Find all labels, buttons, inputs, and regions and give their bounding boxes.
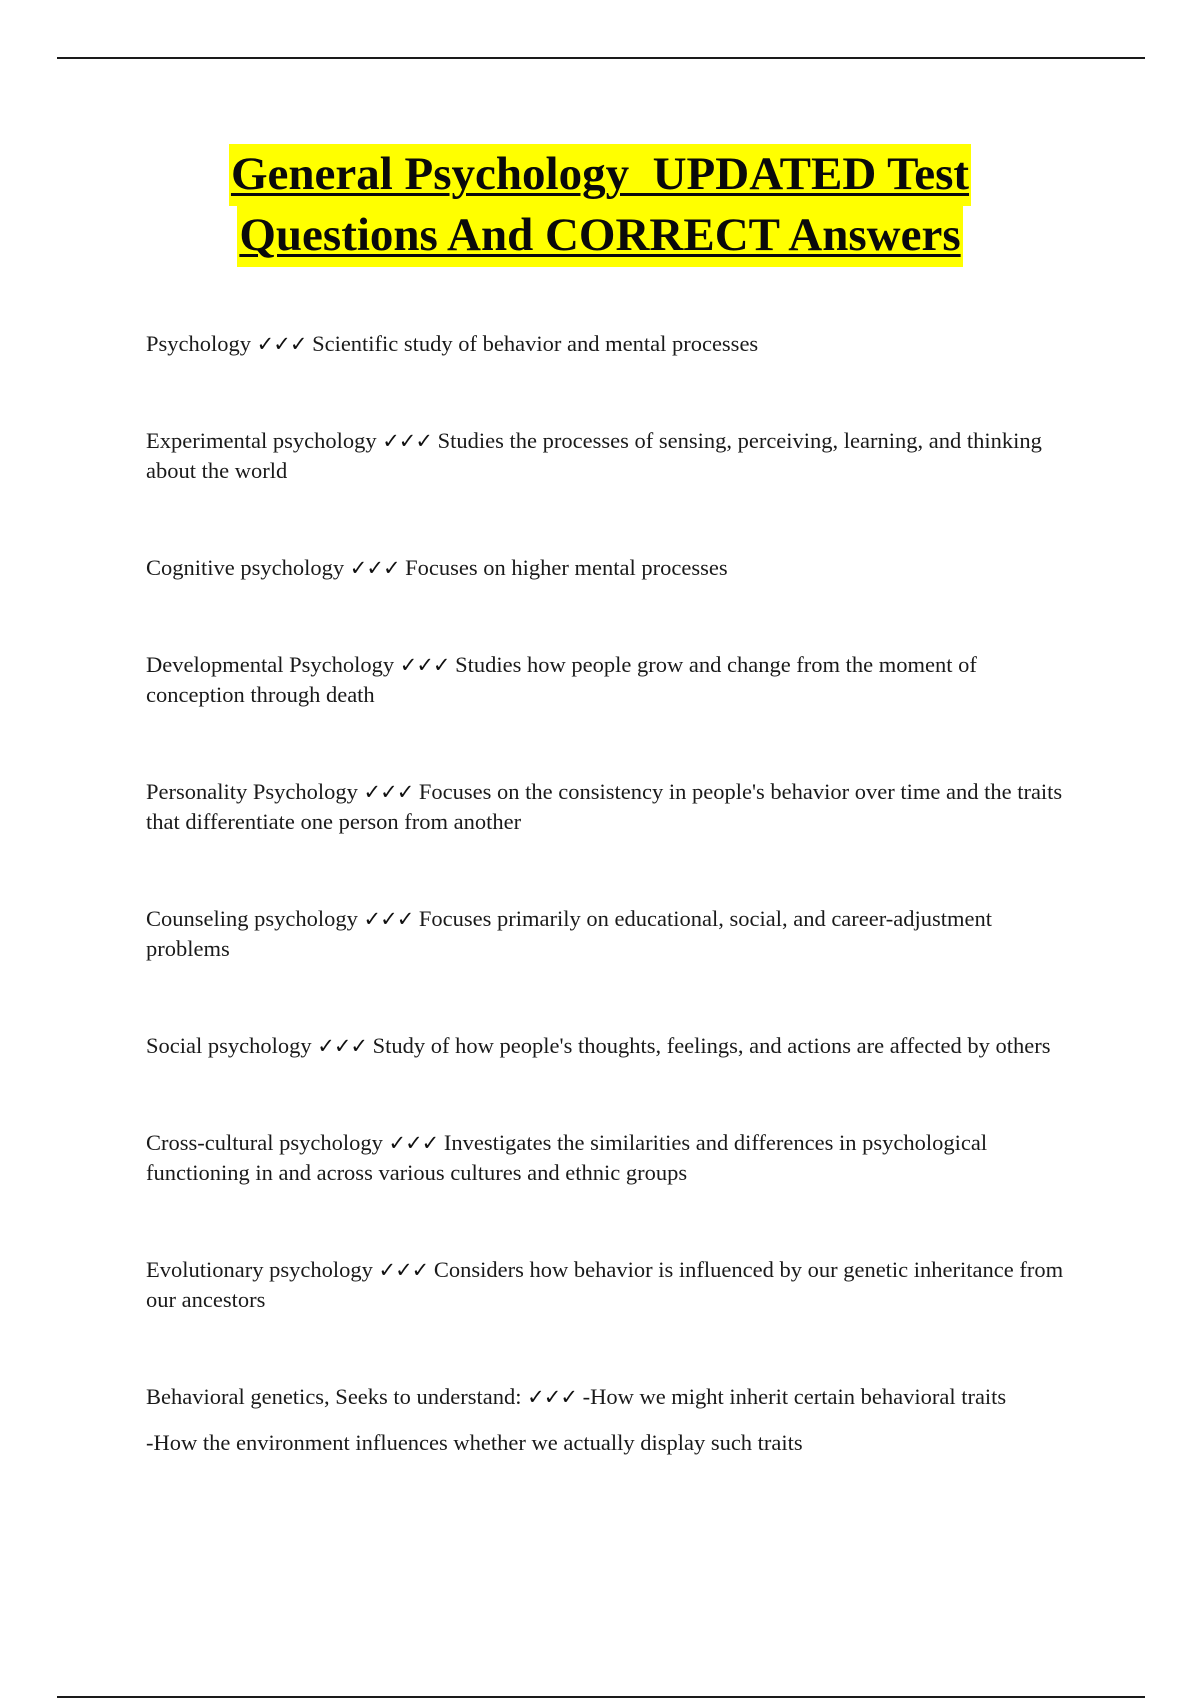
checkmark-icon: ✓✓✓	[378, 1258, 429, 1282]
qa-entry	[146, 1128, 1066, 1188]
entry-definition: Focuses on the consistency in people's behavior over time and the traits that differentiate one person from another	[146, 779, 1063, 834]
checkmark-icon: ✓✓✓	[317, 1034, 368, 1058]
checkmark-icon: ✓✓✓	[382, 429, 432, 453]
title-line-1: General Psychology UPDATED Test	[229, 144, 971, 206]
entry-term: Cognitive psychology	[146, 555, 345, 580]
document-title	[0, 144, 1200, 266]
entry-term: Psychology	[146, 331, 252, 356]
qa-entry	[146, 426, 1066, 486]
checkmark-icon: ✓✓✓	[363, 780, 414, 804]
qa-entry	[146, 553, 1066, 583]
checkmark-icon: ✓✓✓	[527, 1385, 577, 1409]
qa-entry	[146, 777, 1066, 837]
entry-term: Counseling psychology	[146, 906, 358, 931]
qa-entry	[146, 329, 1066, 359]
qa-entry	[146, 1382, 1066, 1412]
qa-entry	[146, 904, 1066, 964]
qa-list	[146, 329, 1066, 1481]
checkmark-icon: ✓✓✓	[349, 556, 400, 580]
entry-term: Social psychology	[146, 1033, 312, 1058]
entry-definition: Studies how people grow and change from the moment of conception through death	[146, 652, 977, 707]
entry-term: Developmental Psychology	[146, 652, 395, 677]
entry-term: Behavioral genetics, Seeks to understand:	[146, 1384, 522, 1409]
checkmark-icon: ✓✓✓	[388, 1131, 439, 1155]
entry-term: Cross-cultural psychology	[146, 1130, 383, 1155]
entry-term: Evolutionary psychology	[146, 1257, 373, 1282]
entry-definition: Considers how behavior is influenced by our genetic inheritance from our ancestors	[146, 1257, 1064, 1312]
entry-definition: Investigates the similarities and differences in psychological functioning in and across various cultures and ethnic groups	[146, 1130, 988, 1185]
entry-definition-continued: -How the environment influences whether we actually display such traits	[146, 1430, 803, 1455]
qa-entry	[146, 1031, 1066, 1061]
qa-entry	[146, 650, 1066, 710]
entry-definition: Study of how people's thoughts, feelings, and actions are affected by others	[372, 1033, 1051, 1058]
bottom-rule	[57, 1696, 1145, 1698]
qa-entry	[146, 1255, 1066, 1315]
entry-definition: Focuses on higher mental processes	[405, 555, 728, 580]
checkmark-icon: ✓✓✓	[399, 653, 450, 677]
checkmark-icon: ✓✓✓	[363, 907, 414, 931]
entry-definition: Studies the processes of sensing, perceiving, learning, and thinking about the world	[146, 428, 1042, 483]
entry-definition: -How we might inherit certain behavioral traits	[582, 1384, 1007, 1409]
entry-definition: Focuses primarily on educational, social, and career-adjustment problems	[146, 906, 993, 961]
title-line-2: Questions And CORRECT Answers	[237, 205, 962, 267]
entry-definition: Scientific study of behavior and mental processes	[312, 331, 759, 356]
top-rule	[57, 57, 1145, 59]
entry-term: Experimental psychology	[146, 428, 377, 453]
checkmark-icon: ✓✓✓	[256, 332, 307, 356]
entry-term: Personality Psychology	[146, 779, 358, 804]
